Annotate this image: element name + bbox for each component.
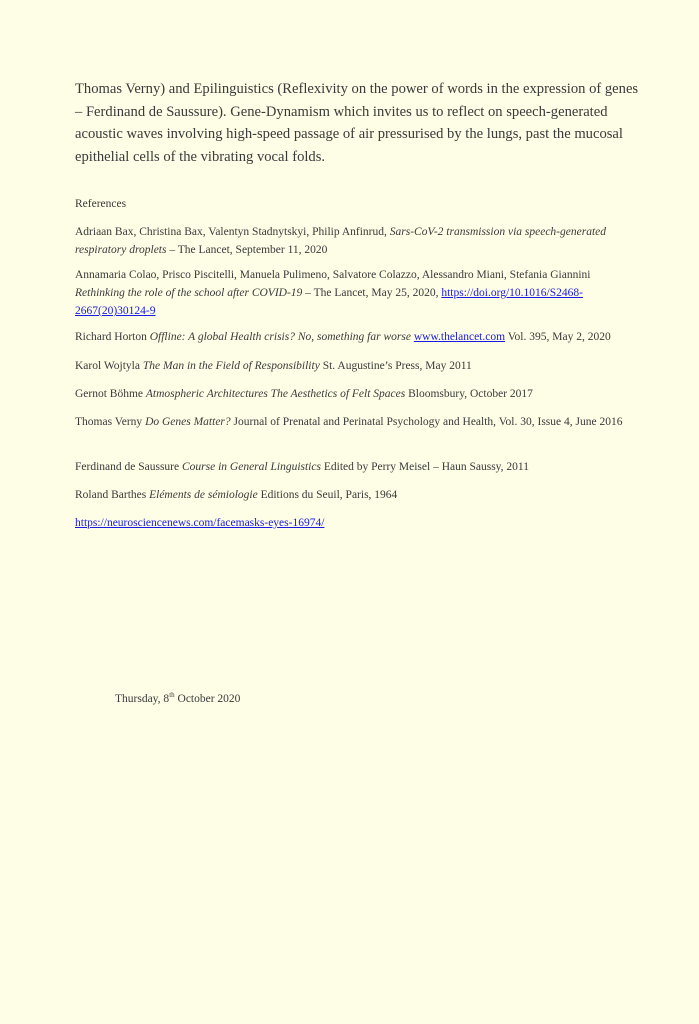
reference-title: Atmospheric Architectures The Aesthetics of Felt Spaces <box>145 388 406 400</box>
reference-item <box>75 413 640 431</box>
reference-item <box>75 266 640 320</box>
reference-authors: Adriaan Bax, Christina Bax, Valentyn Stadnytskyi, Philip Anfinrud, <box>75 226 387 238</box>
reference-details: Journal of Prenatal and Perinatal Psychology and Health, Vol. 30, Issue 4, June 2016 <box>230 416 623 428</box>
lancet-link[interactable]: www.thelancet.com <box>413 331 506 343</box>
date-weekday: Thursday, 8 <box>115 692 170 705</box>
reference-title: Do Genes Matter? <box>145 416 231 428</box>
reference-details: – The Lancet, May 25, 2020, <box>302 287 442 299</box>
references-heading: References <box>75 198 127 210</box>
reference-title: Sars-CoV-2 transmission via speech-generated respiratory droplets <box>75 226 606 256</box>
reference-authors: Karol Wojtyla <box>75 360 140 372</box>
neurosciencenews-link[interactable]: https://neurosciencenews.com/facemasks-eyes-16974/ <box>75 517 325 529</box>
date-suffix: th <box>169 691 175 699</box>
reference-authors: Richard Horton <box>75 331 147 343</box>
body-paragraph: Thomas Verny) and Epilinguistics (Reflexivity on the power of words in the expression of genes – Ferdinand de Saussure). Gene-Dynamism which invites us to reflect on speech-generated acoustic waves involving high-speed passage of air pressurised by the lungs, past the mucosal epithelial cells of the vibrating vocal folds. <box>75 81 639 165</box>
reference-authors: Thomas Verny <box>75 416 146 428</box>
reference-item <box>75 385 640 403</box>
reference-details: Editions du Seuil, Paris, 1964 <box>257 489 398 501</box>
reference-link-line <box>75 514 640 532</box>
doi-link[interactable]: https://doi.org/10.1016/S2468-2667(20)30124-9 <box>75 287 583 317</box>
reference-authors: Gernot Böhme <box>75 388 144 400</box>
reference-authors: Ferdinand de Saussure <box>75 461 180 473</box>
reference-item <box>75 328 640 346</box>
reference-title: Offline: A global Health crisis? No, something far worse <box>149 331 411 343</box>
reference-details: Vol. 395, May 2, 2020 <box>505 331 611 343</box>
reference-authors: Annamaria Colao, Prisco Piscitelli, Manuela Pulimeno, Salvatore Colazzo, Alessandro Miani, Stefania Giannini <box>75 269 591 281</box>
reference-details: Bloomsbury, October 2017 <box>405 388 533 400</box>
reference-details: St. Augustine’s Press, May 2011 <box>319 360 472 372</box>
document-date <box>115 691 240 705</box>
reference-title: The Man in the Field of Responsibility <box>142 360 320 372</box>
reference-details: – The Lancet, September 11, 2020 <box>166 244 328 256</box>
reference-title: Rethinking the role of the school after COVID-19 <box>75 287 303 299</box>
reference-details: Edited by Perry Meisel – Haun Saussy, 2011 <box>320 461 530 473</box>
reference-item <box>75 223 640 259</box>
date-month-year: October 2020 <box>174 692 241 705</box>
reference-item <box>75 486 640 504</box>
reference-item <box>75 357 640 375</box>
reference-item <box>75 458 640 476</box>
reference-title: Eléments de sémiologie <box>149 489 258 501</box>
reference-title: Course in General Linguistics <box>182 461 321 473</box>
reference-authors: Roland Barthes <box>75 489 147 501</box>
